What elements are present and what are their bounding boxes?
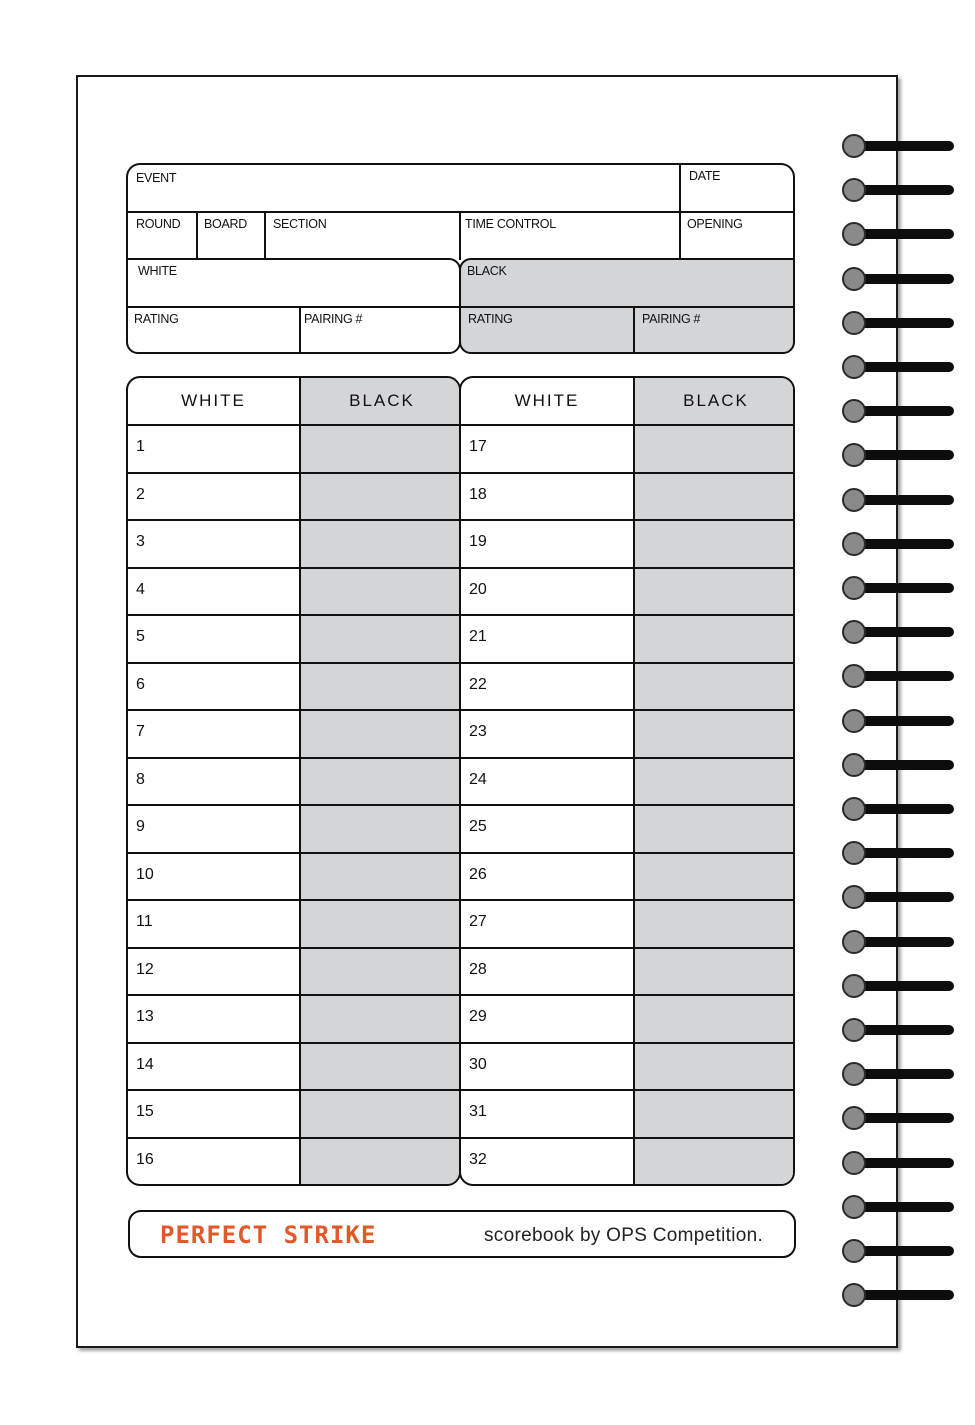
black-column-header: BLACK: [683, 391, 749, 410]
binding-ring: [842, 753, 954, 777]
white-move-cell[interactable]: [128, 426, 299, 472]
white-pairing-label: PAIRING #: [304, 312, 363, 326]
black-move-cell[interactable]: [635, 996, 795, 1042]
black-move-cell[interactable]: [635, 664, 795, 710]
white-move-cell[interactable]: [128, 616, 299, 662]
black-move-cell[interactable]: [635, 711, 795, 757]
footer-banner: [128, 1210, 796, 1258]
binding-ring: [842, 576, 954, 600]
move-number: 16: [136, 1150, 154, 1168]
black-move-cell[interactable]: [301, 569, 461, 615]
binding-ring: [842, 222, 954, 246]
time-control-field[interactable]: [461, 213, 680, 259]
black-move-cell[interactable]: [301, 996, 461, 1042]
move-number: 1: [136, 438, 145, 455]
move-number: 27: [469, 913, 487, 930]
round-field[interactable]: [128, 213, 196, 259]
binding-ring: [842, 1018, 954, 1042]
black-pairing-label: PAIRING #: [642, 312, 701, 326]
move-number: 4: [136, 580, 145, 598]
white-name-field[interactable]: [128, 260, 461, 306]
move-number: 23: [469, 723, 487, 740]
black-move-cell[interactable]: [301, 521, 461, 567]
move-number: 31: [469, 1103, 487, 1120]
binding-ring: [842, 532, 954, 556]
binding-ring: [842, 311, 954, 335]
black-move-cell[interactable]: [301, 901, 461, 947]
binding-ring: [842, 355, 954, 379]
binding-ring: [842, 267, 954, 291]
black-move-cell[interactable]: [301, 854, 461, 900]
section-field[interactable]: [266, 213, 459, 259]
move-number: 15: [136, 1103, 154, 1120]
binding-ring: [842, 1283, 954, 1307]
black-move-cell[interactable]: [635, 616, 795, 662]
move-number: 26: [469, 865, 487, 883]
move-number: 11: [136, 913, 153, 930]
white-move-cell[interactable]: [128, 711, 299, 757]
white-rating-label: RATING: [134, 312, 179, 326]
black-move-cell[interactable]: [635, 854, 795, 900]
black-move-cell[interactable]: [635, 474, 795, 520]
black-pairing-field[interactable]: [635, 308, 795, 354]
black-move-cell[interactable]: [635, 426, 795, 472]
black-move-cell[interactable]: [635, 1139, 795, 1185]
game-info-box: [126, 163, 795, 260]
white-move-cell[interactable]: [128, 806, 299, 852]
round-label: ROUND: [136, 217, 181, 231]
black-move-cell[interactable]: [301, 711, 461, 757]
black-move-cell[interactable]: [635, 806, 795, 852]
black-name-field[interactable]: [461, 260, 795, 306]
move-number: 19: [469, 533, 487, 550]
white-move-cell[interactable]: [128, 474, 299, 520]
black-move-cell[interactable]: [301, 806, 461, 852]
move-number: 18: [469, 485, 487, 503]
black-move-cell[interactable]: [301, 949, 461, 995]
black-move-cell[interactable]: [635, 521, 795, 567]
move-number: 17: [469, 438, 487, 455]
black-column-header: BLACK: [349, 391, 415, 410]
moves-table-right: [459, 376, 795, 1186]
move-number: 3: [136, 533, 145, 550]
white-rating-field[interactable]: [128, 308, 299, 354]
black-rating-label: RATING: [468, 312, 513, 326]
white-player-box: [126, 258, 461, 354]
move-number: 29: [469, 1008, 487, 1025]
section-label: SECTION: [273, 217, 327, 231]
white-move-cell[interactable]: [128, 901, 299, 947]
black-rating-field[interactable]: [461, 308, 633, 354]
binding-ring: [842, 1151, 954, 1175]
date-label: DATE: [689, 169, 721, 183]
move-number: 14: [136, 1055, 154, 1073]
binding-ring: [842, 178, 954, 202]
opening-label: OPENING: [687, 217, 743, 231]
binding-ring: [842, 974, 954, 998]
binding-ring: [842, 1195, 954, 1219]
white-move-cell[interactable]: [128, 759, 299, 805]
white-column-header: WHITE: [181, 391, 246, 410]
brand-logo: PERFECT STRIKE: [160, 1221, 377, 1249]
black-move-cell[interactable]: [635, 569, 795, 615]
black-move-cell[interactable]: [635, 1044, 795, 1090]
binding-ring: [842, 1062, 954, 1086]
binding-ring: [842, 797, 954, 821]
black-move-cell[interactable]: [301, 1091, 461, 1137]
binding-ring: [842, 841, 954, 865]
move-number: 13: [136, 1008, 154, 1025]
move-number: 5: [136, 628, 145, 645]
move-number: 9: [136, 818, 145, 835]
move-number: 20: [469, 580, 487, 598]
black-move-cell[interactable]: [301, 1044, 461, 1090]
white-column-header: WHITE: [514, 391, 580, 410]
move-number: 6: [136, 675, 145, 693]
date-field[interactable]: [680, 165, 795, 211]
board-field[interactable]: [198, 213, 264, 259]
black-move-cell[interactable]: [301, 1139, 461, 1185]
move-number: 30: [469, 1055, 487, 1073]
move-number: 10: [136, 865, 154, 883]
move-number: 8: [136, 770, 145, 788]
move-number: 24: [469, 770, 487, 788]
black-move-cell[interactable]: [301, 474, 461, 520]
move-number: 7: [136, 723, 145, 740]
binding-ring: [842, 134, 954, 158]
binding-ring: [842, 399, 954, 423]
binding-ring: [842, 664, 954, 688]
black-move-cell[interactable]: [301, 664, 461, 710]
black-move-cell[interactable]: [301, 426, 461, 472]
white-pairing-field[interactable]: [301, 308, 461, 354]
white-move-cell[interactable]: [128, 521, 299, 567]
time-control-label: TIME CONTROL: [465, 217, 556, 231]
move-number: 12: [136, 960, 154, 978]
white-move-cell[interactable]: [128, 664, 299, 710]
event-label: EVENT: [136, 171, 177, 185]
white-label: WHITE: [138, 264, 177, 278]
black-move-cell[interactable]: [301, 759, 461, 805]
black-player-box: [459, 258, 795, 354]
moves-table-left: [126, 376, 461, 1186]
move-number: 32: [469, 1150, 487, 1168]
move-number: 25: [469, 818, 487, 835]
binding-ring: [842, 488, 954, 512]
binding-ring: [842, 620, 954, 644]
binding-ring: [842, 930, 954, 954]
event-field[interactable]: [128, 165, 680, 211]
black-move-cell[interactable]: [635, 901, 795, 947]
move-number: 21: [469, 628, 487, 645]
board-label: BOARD: [204, 217, 247, 231]
opening-field[interactable]: [682, 213, 795, 259]
move-number: 28: [469, 960, 487, 978]
black-move-cell[interactable]: [301, 616, 461, 662]
move-number: 22: [469, 675, 487, 693]
brand-tagline: scorebook by OPS Competition.: [484, 1225, 764, 1246]
binding-ring: [842, 1106, 954, 1130]
black-move-cell[interactable]: [635, 1091, 795, 1137]
white-move-cell[interactable]: [128, 569, 299, 615]
binding-ring: [842, 1239, 954, 1263]
binding-ring: [842, 885, 954, 909]
binding-ring: [842, 443, 954, 467]
black-move-cell[interactable]: [635, 759, 795, 805]
black-label: BLACK: [467, 264, 507, 278]
black-move-cell[interactable]: [635, 949, 795, 995]
move-number: 2: [136, 485, 145, 503]
binding-ring: [842, 709, 954, 733]
